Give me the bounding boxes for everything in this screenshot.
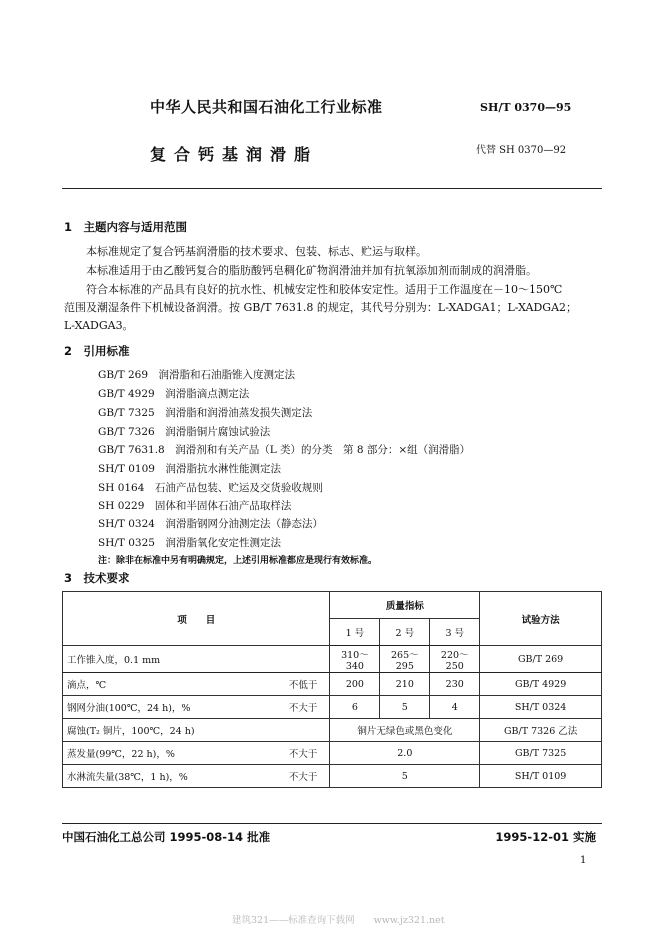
row-condition [242,646,330,673]
row-value: 5 [380,696,430,719]
row-method: GB/T 7326 乙法 [480,719,602,742]
standard-code: SH/T 0370—95 [480,101,572,114]
row-condition: 不低于 [242,673,330,696]
header-grade-3: 3 号 [430,619,480,646]
row-item: 钢网分油(100℃，24 h)，% [63,696,243,719]
table-row [63,742,602,765]
section-1-paragraph-1: 本标准规定了复合钙基润滑脂的技术要求、包装、标志、贮运与取样。 [86,245,427,258]
reference-item: SH/T 0325 润滑脂氧化安定性测定法 [98,537,281,549]
footer-divider [62,823,602,824]
row-value: 5 [330,765,480,788]
row-value: 230 [430,673,480,696]
header-item: 项 目 [63,592,330,646]
row-method: GB/T 269 [480,646,602,673]
section-1-paragraph-3-line-2: 范围及潮湿条件下机械设备润滑。按 GB/T 7631.8 的规定，其代号分别为：L-XADGA1；L-XADGA2； [64,301,578,314]
reference-item: SH/T 0109 润滑脂抗水淋性能测定法 [98,463,281,475]
reference-item: SH/T 0324 润滑脂钢网分油测定法（静态法） [98,518,323,530]
section-1-heading: 1 主题内容与适用范围 [64,220,188,234]
implementation-date: 1995-12-01 实施 [495,830,596,844]
document-title: 复合钙基润滑脂 [150,145,319,164]
table-row [63,646,602,673]
row-method: GB/T 7325 [480,742,602,765]
row-item: 工作锥入度，0.1 mm [63,646,243,673]
section-1-paragraph-2: 本标准适用于由乙酸钙复合的脂肪酸钙皂稠化矿物润滑油并加有抗氧添加剂而制成的润滑脂。 [86,264,537,277]
row-item: 蒸发量(99℃，22 h)，% [63,742,243,765]
row-item: 水淋流失量(38℃，1 h)，% [63,765,243,788]
approval-line: 中国石油化工总公司 1995-08-14 批准 [62,830,271,844]
header-test-method: 试验方法 [480,592,602,646]
header-quality-index: 质量指标 [330,592,480,619]
row-value: 4 [430,696,480,719]
row-method: SH/T 0109 [480,765,602,788]
section-1-paragraph-3-line-3: L-XADGA3。 [64,319,134,332]
header-grade-2: 2 号 [380,619,430,646]
table-row [63,719,602,742]
section-2-heading: 2 引用标准 [64,344,130,358]
reference-item: GB/T 269 润滑脂和石油脂锥入度测定法 [98,369,296,381]
row-condition: 不大于 [242,696,330,719]
row-value: 265～295 [380,646,430,673]
row-value: 6 [330,696,380,719]
row-condition: 不大于 [242,765,330,788]
watermark-text: 建筑321——标准查询下载网 www.jz321.net [232,915,445,926]
section-3-heading: 3 技术要求 [64,571,130,585]
row-method: GB/T 4929 [480,673,602,696]
row-value: 铜片无绿色或黑色变化 [330,719,480,742]
row-condition [242,719,330,742]
technical-requirements-table [62,591,602,788]
table-row [63,696,602,719]
standard-title: 中华人民共和国石油化工行业标准 [150,98,383,116]
row-value: 310～340 [330,646,380,673]
row-value: 220～250 [430,646,480,673]
table-row [63,673,602,696]
row-value: 2.0 [330,742,480,765]
section-1-paragraph-3-line-1: 符合本标准的产品具有良好的抗水性、机械安定性和胶体安定性。适用于工作温度在－10～150℃ [86,283,563,296]
row-method: SH/T 0324 [480,696,602,719]
reference-item: SH 0229 固体和半固体石油产品取样法 [98,500,292,512]
row-value: 210 [380,673,430,696]
row-value: 200 [330,673,380,696]
reference-item: GB/T 7631.8 润滑剂和有关产品（L 类）的分类 第 8 部分：×组（润滑脂） [98,444,471,456]
table-header-row [63,592,602,619]
header-divider [62,188,602,189]
reference-note: 注：除非在标准中另有明确规定，上述引用标准都应是现行有效标准。 [98,556,378,566]
row-item: 滴点，℃ [63,673,243,696]
reference-item: GB/T 7325 润滑脂和润滑油蒸发损失测定法 [98,407,313,419]
reference-item: GB/T 4929 润滑脂滴点测定法 [98,388,250,400]
header-grade-1: 1 号 [330,619,380,646]
reference-item: SH 0164 石油产品包装、贮运及交货验收规则 [98,482,323,494]
row-condition: 不大于 [242,742,330,765]
page-number: 1 [580,855,587,866]
row-item: 腐蚀(T₂ 铜片，100℃，24 h) [63,719,243,742]
table-row [63,765,602,788]
reference-item: GB/T 7326 润滑脂铜片腐蚀试验法 [98,426,271,438]
replaces-note: 代替 SH 0370—92 [476,145,567,156]
